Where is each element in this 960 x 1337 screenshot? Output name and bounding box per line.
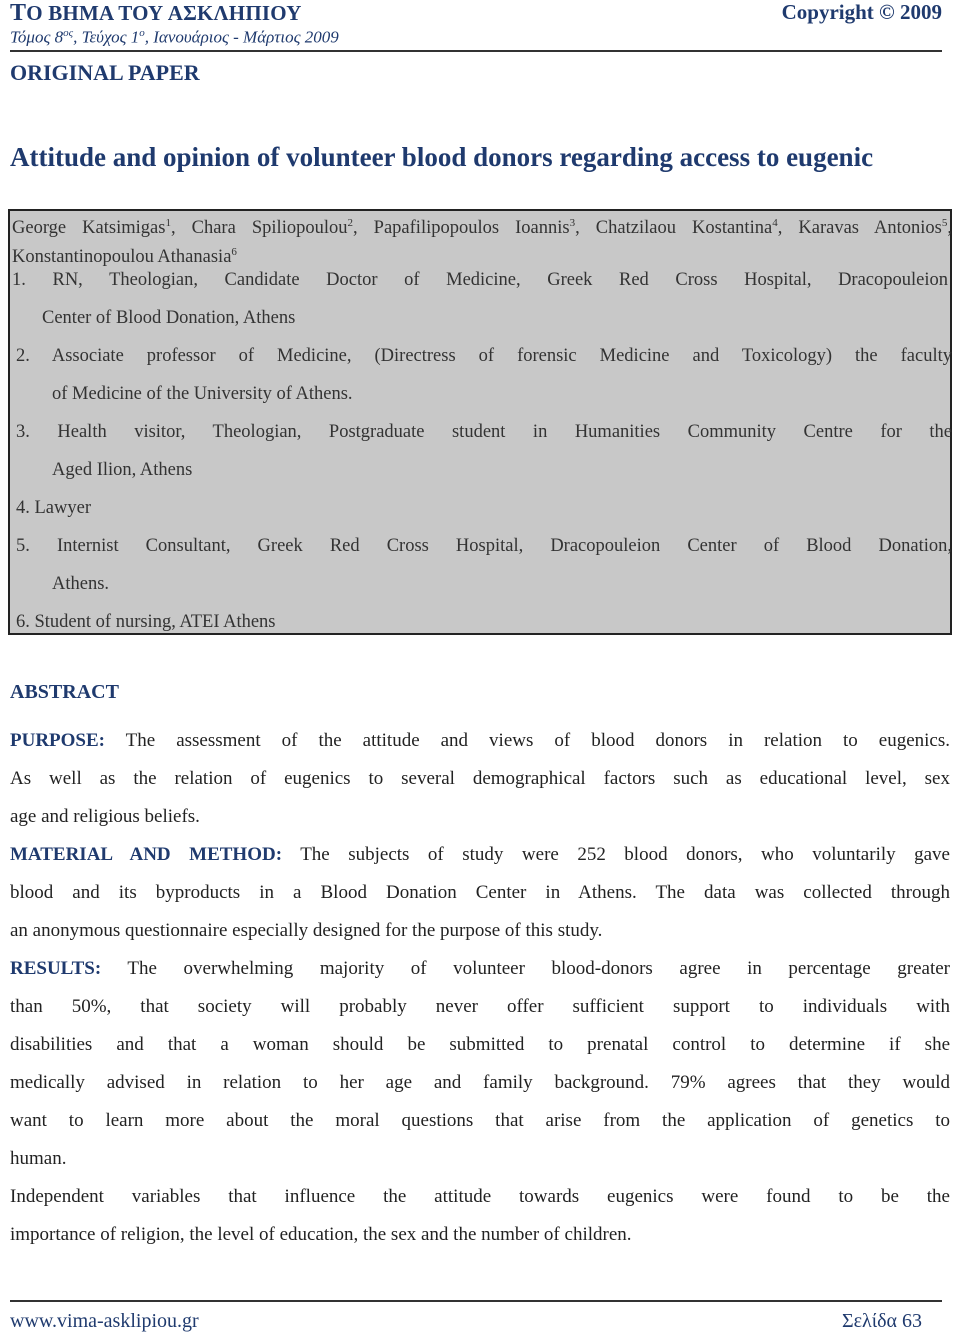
- abstract-body: [10, 722, 950, 1254]
- affiliation-3: 3. Health visitor, Theologian, Postgraduate student in Humanities Community Centre for the Aged Ilion, Athens: [16, 422, 953, 480]
- page-footer: [10, 1300, 942, 1337]
- affiliation-5: 5. Internist Consultant, Greek Red Cross Hospital, Dracopouleion Center of Blood Donation, Athens.: [16, 536, 952, 594]
- affiliation-4: 4. Lawyer: [16, 498, 91, 518]
- affiliation-2: 2. Associate professor of Medicine, (Directress of forensic Medicine and Toxicology) the faculty of Medicine of the University of Athens.: [16, 346, 952, 404]
- journal-url[interactable]: www.vima-asklipiou.gr: [10, 1310, 199, 1332]
- page-header: [10, 0, 942, 52]
- copyright-notice: Copyright © 2009: [781, 0, 942, 24]
- journal-title: ΤΟ ΒΗΜΑ ΤΟΥ ΑΣΚΛΗΠΙΟΥ: [10, 0, 302, 26]
- section-label: ORIGINAL PAPER: [10, 60, 200, 85]
- authors-affiliations-box: [8, 209, 952, 635]
- issue-info: Τόμος $8^{o\varsigma}$, Τεύχος $1^o$, Ιανουάριος - Μάρτιος 2009: [10, 27, 339, 47]
- purpose-paragraph: PURPOSE: The assessment of the attitude and views of blood donors in relation to eugenics. As well as the relation of eugenics to several demographical factors such as educational level, sex age and religious beliefs.: [10, 730, 950, 827]
- abstract-heading: ABSTRACT: [10, 681, 119, 703]
- paper-title: Attitude and opinion of volunteer blood donors regarding access to eugenic: [10, 142, 874, 172]
- independent-variables-paragraph: Independent variables that influence the attitude towards eugenics were found to be the importance of religion, the level of education, the sex and the number of children.: [10, 1186, 950, 1245]
- affiliation-6: 6. Student of nursing, ATEI Athens: [16, 612, 276, 632]
- results-paragraph: RESULTS: The overwhelming majority of volunteer blood-donors agree in percentage greater than 50%, that society will probably never offer sufficient support to individuals with disabilities and that a woman should be submitted to prenatal control to determine if she medically advised in relation to her age and family background. 79% agrees that they would want to learn more about the moral questions that arise from the application of genetics to human.: [10, 958, 950, 1169]
- affiliation-1: 1. RN, Theologian, Candidate Doctor of Medicine, Greek Red Cross Hospital, Dracopouleion Center of Blood Donation, Athens: [12, 270, 948, 328]
- author-list: George Katsimigas$^1$, Chara Spiliopoulou$^2$, Papafilipopoulos Ioannis$^3$, Chatzilaou Kostantina$^4$, Karavas Antonios$^5$, Konstantinopoulou Athanasia$^6$: [12, 217, 953, 268]
- method-paragraph: MATERIAL AND METHOD: The subjects of study were 252 blood donors, who voluntarily gave blood and its byproducts in a Blood Donation Center in Athens. The data was collected through an anonymous questionnaire especially designed for the purpose of this study.: [10, 844, 950, 941]
- page-number: Σελίδα 63: [841, 1310, 922, 1332]
